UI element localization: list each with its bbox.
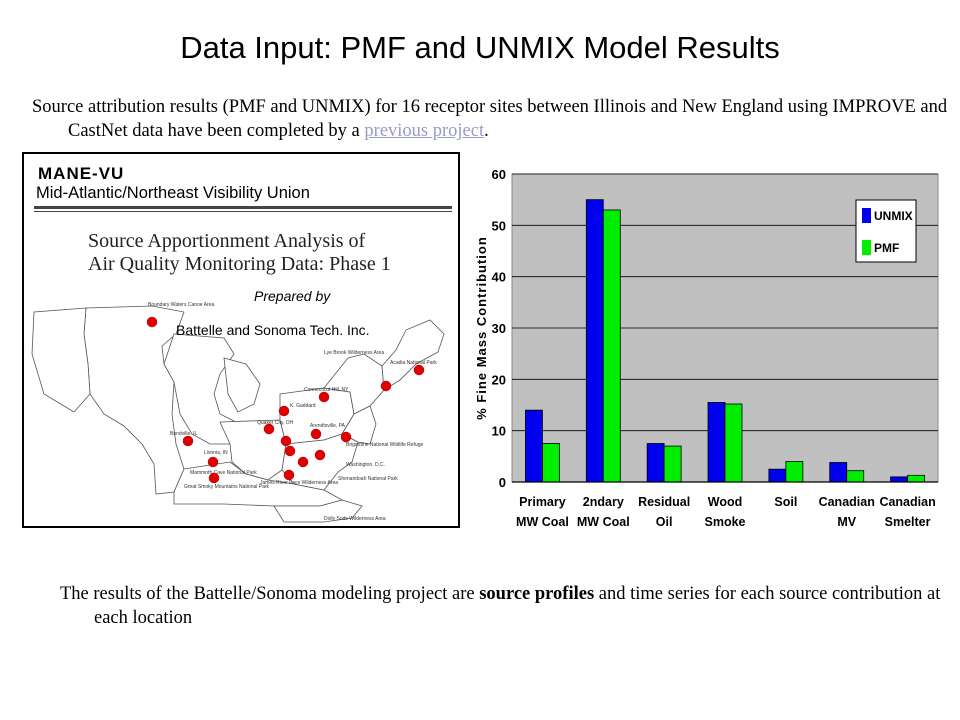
bar-pmf bbox=[542, 444, 559, 483]
legend-label-unmix: UNMIX bbox=[874, 209, 913, 223]
previous-project-link[interactable]: previous project bbox=[364, 121, 485, 141]
y-tick-label: 50 bbox=[491, 218, 506, 234]
site-label: Mammoth Cave National Park bbox=[190, 470, 257, 476]
bar-unmix bbox=[891, 477, 908, 482]
legend-label-pmf: PMF bbox=[874, 241, 900, 255]
y-tick-labels bbox=[492, 167, 506, 490]
bar-unmix bbox=[708, 402, 725, 482]
report-title-line1: Source Apportionment Analysis of bbox=[88, 230, 366, 252]
report-cover-image bbox=[22, 152, 460, 528]
site-marker bbox=[414, 365, 424, 375]
site-label: Livonia, IN bbox=[204, 450, 228, 456]
y-tick-label: 40 bbox=[491, 269, 506, 285]
site-marker bbox=[208, 457, 218, 467]
site-label: Connecticut Hill, NY bbox=[304, 387, 349, 393]
site-label: Shenandoah National Park bbox=[338, 476, 398, 482]
site-marker bbox=[284, 470, 294, 480]
x-tick-label: MW Coal bbox=[576, 515, 630, 529]
site-marker bbox=[147, 317, 157, 327]
x-tick-label: Smoke bbox=[704, 515, 746, 529]
site-label: Washington, D.C. bbox=[346, 462, 385, 468]
report-title-line2: Air Quality Monitoring Data: Phase 1 bbox=[88, 253, 391, 275]
x-tick-label: MV bbox=[837, 515, 857, 529]
slide-title: Data Input: PMF and UNMIX Model Results bbox=[180, 30, 780, 65]
prepared-by-org: Battelle and Sonoma Tech. Inc. bbox=[176, 322, 370, 338]
site-label: Quaker City, OH bbox=[257, 420, 294, 426]
intro-period: . bbox=[484, 121, 489, 141]
bar-unmix bbox=[830, 462, 847, 482]
y-tick-label: 60 bbox=[491, 167, 506, 182]
site-label: Great Smoky Mountains National Park bbox=[184, 484, 270, 490]
site-label: Boundary Waters Canoe Area bbox=[148, 302, 215, 308]
intro-paragraph bbox=[32, 95, 960, 143]
bar-unmix bbox=[586, 200, 603, 482]
bar-pmf bbox=[664, 446, 681, 482]
bar-unmix bbox=[647, 444, 664, 483]
x-tick-label: Smelter bbox=[884, 515, 931, 529]
site-marker bbox=[319, 392, 329, 402]
site-label: K. Gaddard bbox=[290, 403, 316, 409]
x-tick-labels bbox=[516, 495, 936, 529]
y-tick-label: 10 bbox=[491, 423, 506, 439]
report-title bbox=[88, 230, 448, 276]
site-label: Lye Brook Wilderness Area bbox=[324, 350, 385, 356]
site-marker bbox=[381, 381, 391, 391]
x-tick-label: Soil bbox=[774, 495, 798, 509]
site-marker bbox=[315, 450, 325, 460]
site-label: Brigantine National Wildlife Refuge bbox=[346, 442, 424, 448]
site-label: Bondville, IL bbox=[170, 431, 198, 437]
x-tick-label: Residual bbox=[638, 495, 691, 509]
site-marker bbox=[341, 432, 351, 442]
x-tick-label: Canadian bbox=[879, 495, 936, 509]
site-label: James River Face Wilderness Area bbox=[260, 480, 339, 486]
prepared-by-label: Prepared by bbox=[254, 288, 331, 304]
site-marker bbox=[183, 436, 193, 446]
conclusion-paragraph bbox=[60, 582, 954, 630]
bar-pmf bbox=[908, 475, 925, 482]
site-label: Dolly Sods Wilderness Area bbox=[324, 516, 386, 522]
bar-unmix bbox=[769, 469, 786, 482]
x-tick-label: Oil bbox=[655, 515, 673, 529]
conclusion-text: The results of the Battelle/Sonoma modeling project are bbox=[60, 584, 480, 604]
y-tick-label: 30 bbox=[491, 321, 506, 336]
site-marker bbox=[311, 429, 321, 439]
bar-pmf bbox=[847, 471, 864, 482]
site-label: Arendtsville, PA bbox=[310, 423, 345, 429]
report-divider bbox=[34, 206, 452, 209]
y-tick-label: 0 bbox=[498, 475, 506, 490]
chart-legend bbox=[856, 200, 916, 262]
conclusion-text-end: and time series for each source contribution at each location bbox=[94, 584, 941, 628]
x-tick-label: Canadian bbox=[818, 495, 875, 509]
intro-text: Source attribution results (PMF and UNMIX) for 16 receptor sites between Illinois and New England using IMPROVE and CastNet data have been completed by a bbox=[32, 97, 948, 141]
conclusion-bold: source profiles bbox=[479, 584, 595, 604]
x-tick-label: 2ndary bbox=[582, 495, 624, 509]
site-marker bbox=[285, 446, 295, 456]
site-marker bbox=[279, 406, 289, 416]
x-tick-label: Wood bbox=[707, 495, 743, 509]
site-marker bbox=[298, 457, 308, 467]
legend-swatch-pmf bbox=[862, 240, 871, 255]
report-org-name: Mid-Atlantic/Northeast Visibility Union bbox=[36, 184, 310, 202]
report-org-logo: MANE-VU bbox=[38, 164, 125, 183]
report-divider-thin bbox=[34, 211, 452, 212]
legend-swatch-unmix bbox=[862, 208, 871, 223]
bar-pmf bbox=[725, 404, 742, 482]
y-axis-label: % Fine Mass Contribution bbox=[474, 236, 489, 420]
x-tick-label: Primary bbox=[519, 495, 566, 509]
bar-unmix bbox=[525, 410, 542, 482]
source-contribution-chart bbox=[466, 158, 950, 550]
site-marker bbox=[281, 436, 291, 446]
x-tick-label: MW Coal bbox=[516, 515, 569, 529]
y-tick-label: 20 bbox=[491, 372, 506, 388]
site-label: Acadia National Park bbox=[390, 360, 437, 366]
bar-pmf bbox=[786, 461, 803, 482]
bar-pmf bbox=[603, 210, 620, 482]
